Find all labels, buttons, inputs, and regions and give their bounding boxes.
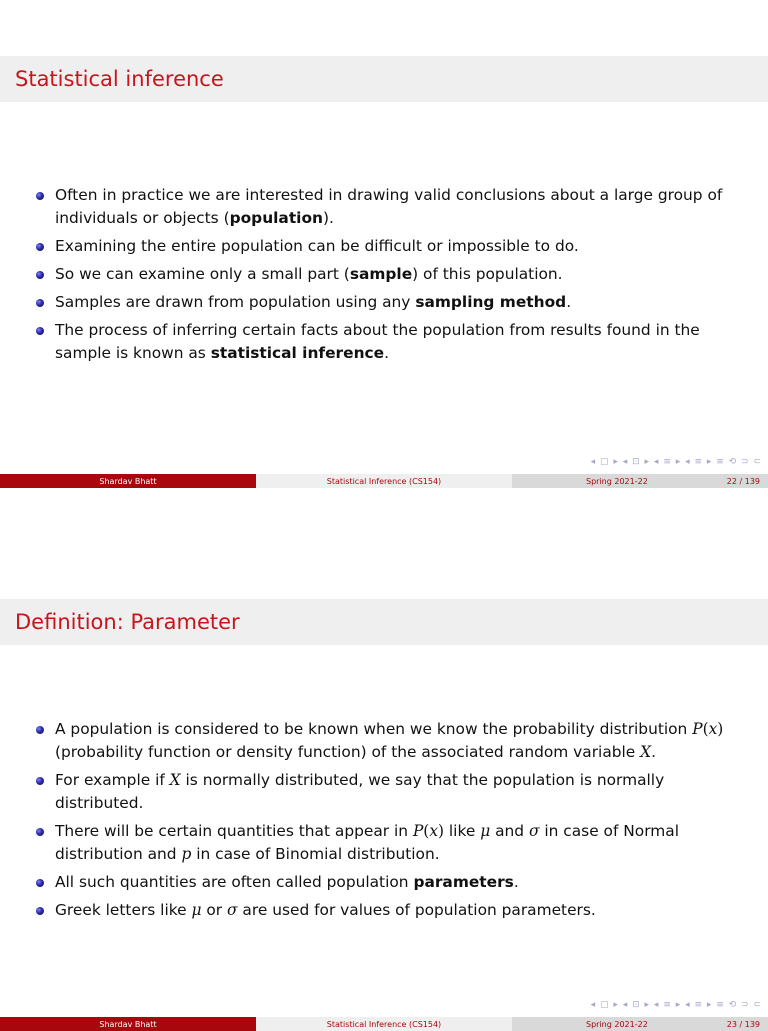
slide-title-bar xyxy=(0,56,768,102)
bold-term: statistical inference xyxy=(210,344,385,362)
bullet-text: So we can examine only a small part ( xyxy=(55,265,350,283)
bullet-text: or xyxy=(201,901,228,919)
bullet-text: For example if xyxy=(55,771,170,789)
slide-footer xyxy=(0,1017,768,1031)
bullet-text: All such quantities are often called population xyxy=(55,873,414,891)
math-symbol: ) xyxy=(717,720,724,738)
bold-term: sampling method xyxy=(415,293,567,311)
bullet-text: A population is considered to be known when we know the probability distribution xyxy=(55,720,693,738)
bullet-item xyxy=(36,769,732,815)
beamer-nav-icons[interactable]: ◂ ▢ ▸ ◂ ⊡ ▸ ◂ ≡ ▸ ◂ ≡ ▸ ≡ ⟲ ⊃ ⊂ xyxy=(590,457,762,467)
footer-term: Spring 2021-22 xyxy=(586,1019,648,1029)
bullet-text: . xyxy=(651,743,657,761)
bullet-text: The process of inferring certain facts about the population from results found in the sample is known as xyxy=(55,321,700,362)
bullet-item xyxy=(36,871,732,894)
footer-course: Statistical Inference (CS154) xyxy=(256,1017,512,1031)
bullet-text: like xyxy=(444,822,481,840)
footer-page-number: 23 / 139 xyxy=(726,1019,760,1029)
footer-author: Shardav Bhatt xyxy=(0,474,256,488)
bullet-text: There will be certain quantities that appear in xyxy=(55,822,413,840)
footer-author: Shardav Bhatt xyxy=(0,1017,256,1031)
math-symbol: σ xyxy=(227,901,238,919)
bullet-text: are used for values of population parameters. xyxy=(237,901,596,919)
bullet-text: . xyxy=(566,293,572,311)
math-symbol: x xyxy=(708,720,718,738)
math-symbol: μ xyxy=(480,822,491,840)
slide-footer xyxy=(0,474,768,488)
math-symbol: μ xyxy=(191,901,202,919)
footer-term-page xyxy=(512,1017,768,1031)
math-symbol: x xyxy=(429,822,438,840)
math-symbol: P xyxy=(692,720,703,738)
bullet-text: ) of this population. xyxy=(412,265,563,283)
bullet-text: . xyxy=(513,873,519,891)
math-symbol: ) xyxy=(438,822,445,840)
bullet-text: in case of Binomial distribution. xyxy=(191,845,440,863)
math-symbol: ( xyxy=(423,822,430,840)
slide-title-bar xyxy=(0,599,768,645)
math-symbol: ( xyxy=(702,720,709,738)
math-symbol: X xyxy=(640,743,652,761)
bullet-text: ). xyxy=(322,209,334,227)
bullet-text: Examining the entire population can be difficult or impossible to do. xyxy=(55,237,579,255)
slide-title: Definition: Parameter xyxy=(15,610,240,634)
bullet-text: is normally distributed, we say that the population is normally distributed. xyxy=(55,771,665,812)
bold-term: population xyxy=(229,209,323,227)
bullet-item xyxy=(36,718,732,764)
bullet-text: . xyxy=(384,344,389,362)
bullet-text: in case of Normal distribution and xyxy=(55,822,679,863)
bullet-text: Greek letters like xyxy=(55,901,192,919)
bullet-item xyxy=(36,263,732,286)
footer-course: Statistical Inference (CS154) xyxy=(256,474,512,488)
bullet-item xyxy=(36,820,732,866)
footer-term: Spring 2021-22 xyxy=(586,476,648,486)
bullet-text: (probability function or density function) of the associated random variable xyxy=(55,743,641,761)
slide-2 xyxy=(0,543,768,1031)
math-symbol: p xyxy=(181,845,192,863)
bold-term: sample xyxy=(349,265,413,283)
math-symbol: P xyxy=(412,822,424,840)
bullet-text: Often in practice we are interested in drawing valid conclusions about a large group of individuals or objects ( xyxy=(55,186,723,227)
bullet-text: Samples are drawn from population using any xyxy=(55,293,416,311)
footer-term-page xyxy=(512,474,768,488)
bullet-item xyxy=(36,235,732,258)
bullet-list xyxy=(36,718,732,927)
bullet-item xyxy=(36,899,732,922)
slide-title: Statistical inference xyxy=(15,67,224,91)
math-symbol: σ xyxy=(528,822,540,840)
beamer-nav-icons[interactable]: ◂ ▢ ▸ ◂ ⊡ ▸ ◂ ≡ ▸ ◂ ≡ ▸ ≡ ⟲ ⊃ ⊂ xyxy=(590,1000,762,1010)
bullet-item xyxy=(36,184,732,230)
bullet-item xyxy=(36,291,732,314)
bold-term: parameters xyxy=(413,873,514,891)
bullet-list xyxy=(36,184,732,370)
bullet-item xyxy=(36,319,732,365)
footer-page-number: 22 / 139 xyxy=(726,476,760,486)
math-symbol: X xyxy=(169,771,181,789)
bullet-text: and xyxy=(490,822,529,840)
slide-1 xyxy=(0,0,768,488)
